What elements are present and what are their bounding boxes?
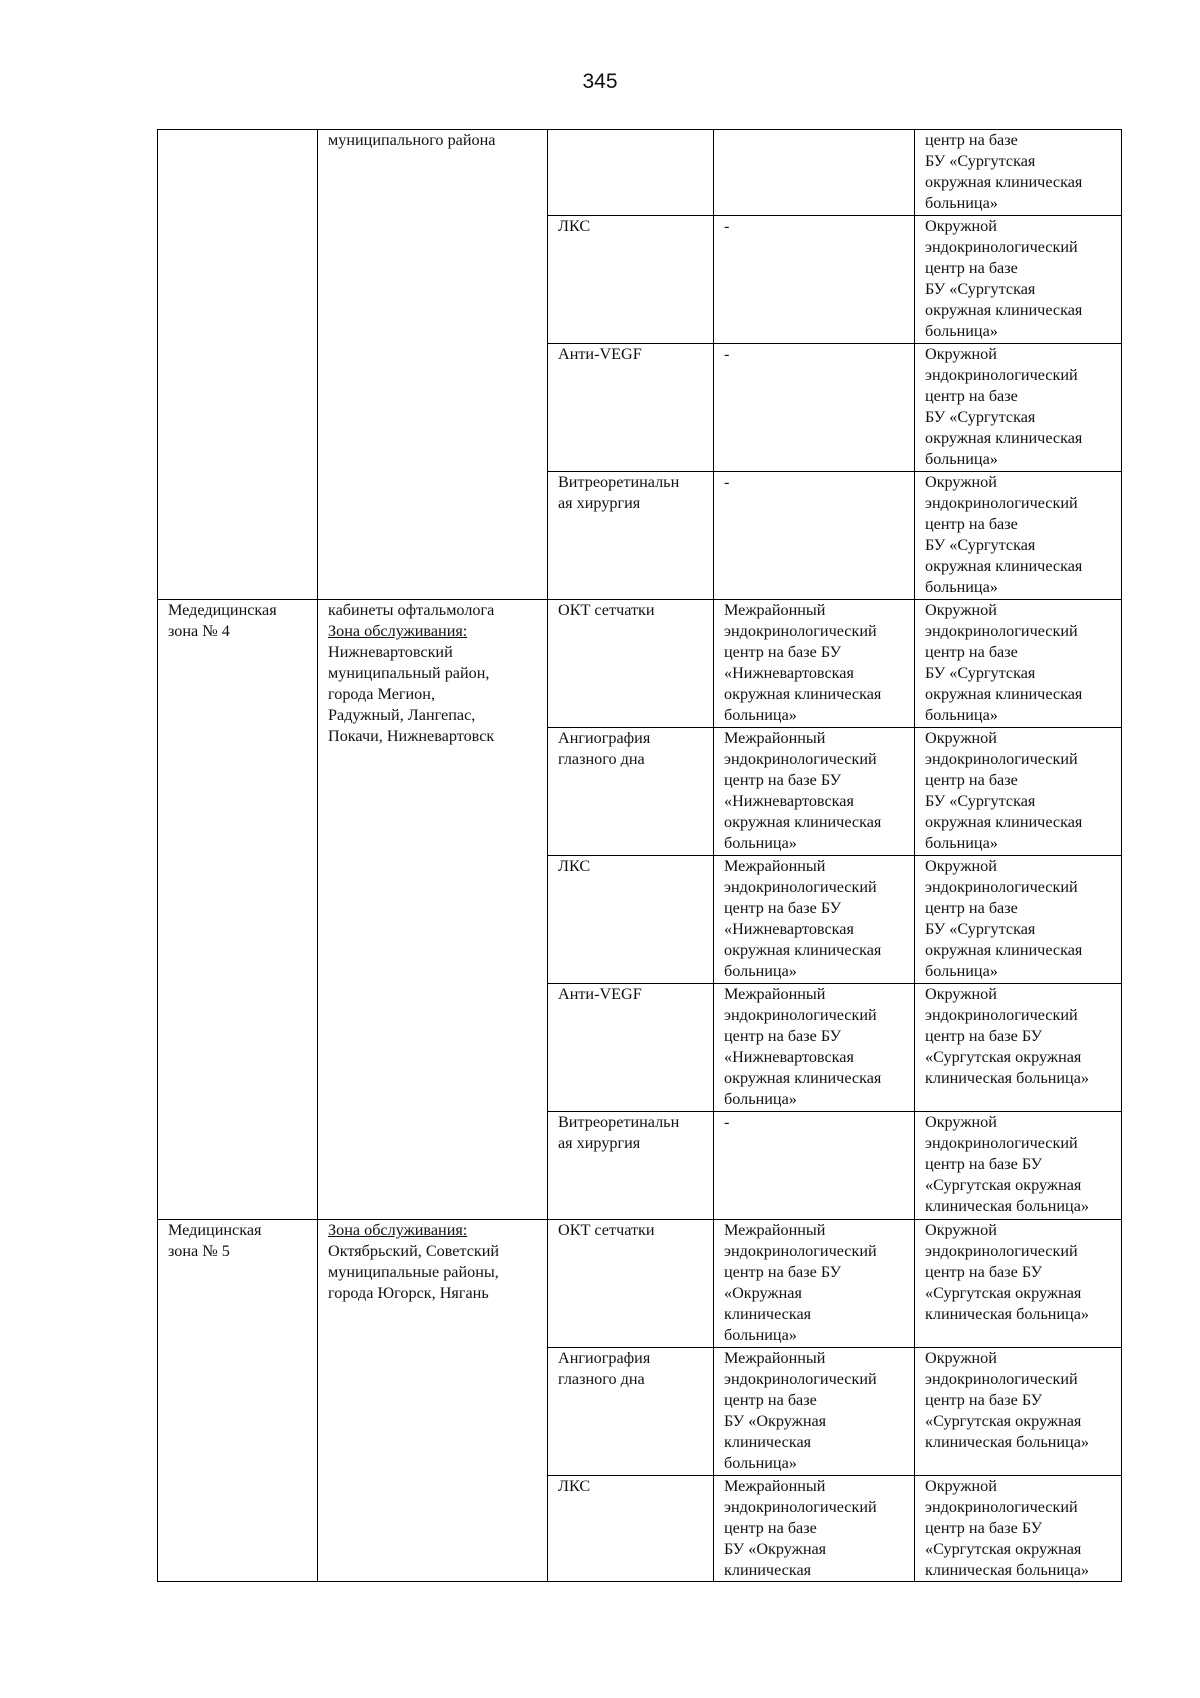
zone-cell bbox=[158, 130, 318, 600]
ophthalmology-zones-table bbox=[157, 129, 1122, 1582]
okr-line: эндокринологический bbox=[925, 878, 1078, 896]
area-line: муниципальный район, bbox=[328, 664, 490, 682]
district-center-cell bbox=[915, 1348, 1122, 1476]
okr-text bbox=[925, 130, 1117, 214]
okr-line: БУ «Сургутская bbox=[925, 920, 1036, 938]
area-line: Зона обслуживания: bbox=[328, 622, 468, 640]
inter-line: больница» bbox=[724, 834, 797, 852]
inter-line: центр на базе БУ bbox=[724, 1027, 842, 1045]
okr-line: БУ «Сургутская bbox=[925, 152, 1036, 170]
okr-text bbox=[925, 1220, 1117, 1325]
area-line: города Югорск, Нягань bbox=[328, 1284, 489, 1302]
method-cell bbox=[548, 1220, 714, 1348]
inter-line: окружная клиническая bbox=[724, 1069, 882, 1087]
okr-line: окружная клиническая bbox=[925, 557, 1083, 575]
okr-text bbox=[925, 984, 1117, 1089]
okr-line: Окружной bbox=[925, 985, 997, 1003]
inter-line: «Нижневартовская bbox=[724, 1048, 854, 1066]
method-cell bbox=[548, 216, 714, 344]
okr-line: центр на базе БУ bbox=[925, 1519, 1043, 1537]
interdistrict-center-cell bbox=[714, 600, 915, 728]
service-area-cell bbox=[318, 600, 548, 1220]
inter-line: эндокринологический bbox=[724, 1370, 877, 1388]
okr-line: клиническая больница» bbox=[925, 1561, 1089, 1579]
area-line: города Мегион, bbox=[328, 685, 435, 703]
inter-line: клиническая bbox=[724, 1305, 812, 1323]
method-text bbox=[558, 1220, 709, 1241]
okr-line: Окружной bbox=[925, 601, 997, 619]
method-line: ЛКС bbox=[558, 857, 591, 875]
okr-line: эндокринологический bbox=[925, 1134, 1078, 1152]
okr-line: Окружной bbox=[925, 1477, 997, 1495]
okr-line: Окружной bbox=[925, 857, 997, 875]
service-area-cell bbox=[318, 1220, 548, 1582]
interdistrict-center-cell bbox=[714, 1348, 915, 1476]
method-line: Анти-VEGF bbox=[558, 985, 642, 1003]
area-line: Нижневартовский bbox=[328, 643, 453, 661]
method-line: Витреоретинальн bbox=[558, 473, 680, 491]
district-center-cell bbox=[915, 856, 1122, 984]
okr-line: центр на базе БУ bbox=[925, 1391, 1043, 1409]
inter-line: центр на базе БУ bbox=[724, 1263, 842, 1281]
okr-line: центр на базе БУ bbox=[925, 1155, 1043, 1173]
okr-line: центр на базе bbox=[925, 387, 1018, 405]
inter-line: «Окружная bbox=[724, 1284, 802, 1302]
method-line: ЛКС bbox=[558, 217, 591, 235]
interdistrict-center-cell bbox=[714, 472, 915, 600]
okr-line: Окружной bbox=[925, 217, 997, 235]
area-line: муниципальные районы, bbox=[328, 1263, 499, 1281]
okr-text bbox=[925, 1476, 1117, 1581]
method-line: глазного дна bbox=[558, 1370, 645, 1388]
method-text bbox=[558, 984, 709, 1005]
inter-line: Межрайонный bbox=[724, 857, 826, 875]
okr-line: «Сургутская окружная bbox=[925, 1284, 1082, 1302]
inter-line: - bbox=[724, 345, 730, 363]
okr-text bbox=[925, 600, 1117, 726]
method-line: Ангиография bbox=[558, 729, 651, 747]
interdistrict-center-cell bbox=[714, 1476, 915, 1582]
inter-line: эндокринологический bbox=[724, 622, 877, 640]
inter-line: эндокринологический bbox=[724, 878, 877, 896]
inter-line: окружная клиническая bbox=[724, 941, 882, 959]
inter-text bbox=[724, 1220, 910, 1346]
okr-text bbox=[925, 472, 1117, 598]
inter-line: больница» bbox=[724, 706, 797, 724]
okr-line: клиническая больница» bbox=[925, 1305, 1089, 1323]
table-row bbox=[158, 130, 1122, 216]
method-text bbox=[558, 728, 709, 770]
okr-line: эндокринологический bbox=[925, 366, 1078, 384]
method-text bbox=[558, 216, 709, 237]
district-center-cell bbox=[915, 1220, 1122, 1348]
okr-line: центр на базе bbox=[925, 515, 1018, 533]
zone-line: зона № 5 bbox=[168, 1242, 230, 1260]
okr-text bbox=[925, 1112, 1117, 1217]
area-text bbox=[328, 130, 543, 151]
okr-line: окружная клиническая bbox=[925, 429, 1083, 447]
interdistrict-center-cell bbox=[714, 1220, 915, 1348]
method-text bbox=[558, 600, 709, 621]
district-center-cell bbox=[915, 600, 1122, 728]
district-center-cell bbox=[915, 728, 1122, 856]
inter-line: центр на базе БУ bbox=[724, 899, 842, 917]
method-line: ая хирургия bbox=[558, 494, 641, 512]
method-cell bbox=[548, 728, 714, 856]
method-cell bbox=[548, 472, 714, 600]
inter-line: центр на базе БУ bbox=[724, 771, 842, 789]
okr-line: окружная клиническая bbox=[925, 941, 1083, 959]
method-line: ЛКС bbox=[558, 1477, 591, 1495]
okr-line: больница» bbox=[925, 706, 998, 724]
area-line: кабинеты офтальмолога bbox=[328, 601, 495, 619]
inter-line: «Нижневартовская bbox=[724, 920, 854, 938]
method-text bbox=[558, 472, 709, 514]
okr-text bbox=[925, 856, 1117, 982]
okr-line: эндокринологический bbox=[925, 494, 1078, 512]
inter-text bbox=[724, 728, 910, 854]
okr-line: окружная клиническая bbox=[925, 813, 1083, 831]
service-area-cell bbox=[318, 130, 548, 600]
method-text bbox=[558, 344, 709, 365]
district-center-cell bbox=[915, 1112, 1122, 1220]
district-center-cell bbox=[915, 344, 1122, 472]
method-cell bbox=[548, 1348, 714, 1476]
okr-line: БУ «Сургутская bbox=[925, 664, 1036, 682]
method-cell bbox=[548, 856, 714, 984]
method-text bbox=[558, 1112, 709, 1154]
okr-line: БУ «Сургутская bbox=[925, 792, 1036, 810]
okr-line: эндокринологический bbox=[925, 750, 1078, 768]
zone-text bbox=[168, 600, 313, 642]
zone-line: зона № 4 bbox=[168, 622, 230, 640]
okr-line: клиническая больница» bbox=[925, 1069, 1089, 1087]
method-line: глазного дна bbox=[558, 750, 645, 768]
inter-line: клиническая bbox=[724, 1433, 812, 1451]
inter-line: - bbox=[724, 1113, 730, 1131]
inter-line: эндокринологический bbox=[724, 1242, 877, 1260]
zone-cell bbox=[158, 1220, 318, 1582]
okr-line: окружная клиническая bbox=[925, 173, 1083, 191]
inter-text bbox=[724, 600, 910, 726]
okr-line: эндокринологический bbox=[925, 1006, 1078, 1024]
okr-line: окружная клиническая bbox=[925, 685, 1083, 703]
interdistrict-center-cell bbox=[714, 130, 915, 216]
district-center-cell bbox=[915, 472, 1122, 600]
district-center-cell bbox=[915, 130, 1122, 216]
okr-line: центр на базе bbox=[925, 131, 1018, 149]
inter-line: Межрайонный bbox=[724, 985, 826, 1003]
okr-line: больница» bbox=[925, 834, 998, 852]
inter-line: Межрайонный bbox=[724, 1477, 826, 1495]
okr-line: эндокринологический bbox=[925, 622, 1078, 640]
okr-line: эндокринологический bbox=[925, 1370, 1078, 1388]
area-line: Октябрьский, Советский bbox=[328, 1242, 500, 1260]
okr-line: Окружной bbox=[925, 1113, 997, 1131]
okr-line: эндокринологический bbox=[925, 1242, 1078, 1260]
okr-line: БУ «Сургутская bbox=[925, 280, 1036, 298]
inter-text bbox=[724, 984, 910, 1110]
inter-line: центр на базе БУ bbox=[724, 643, 842, 661]
method-cell bbox=[548, 1112, 714, 1220]
okr-line: эндокринологический bbox=[925, 238, 1078, 256]
inter-line: БУ «Окружная bbox=[724, 1540, 827, 1558]
area-line: Зона обслуживания: bbox=[328, 1221, 468, 1239]
inter-text bbox=[724, 216, 910, 237]
method-line: ая хирургия bbox=[558, 1134, 641, 1152]
method-text bbox=[558, 1476, 709, 1497]
inter-line: Межрайонный bbox=[724, 729, 826, 747]
zone-text bbox=[168, 1220, 313, 1262]
table-row bbox=[158, 1220, 1122, 1348]
inter-line: БУ «Окружная bbox=[724, 1412, 827, 1430]
okr-line: больница» bbox=[925, 194, 998, 212]
okr-line: больница» bbox=[925, 322, 998, 340]
inter-line: окружная клиническая bbox=[724, 685, 882, 703]
inter-line: Межрайонный bbox=[724, 1221, 826, 1239]
interdistrict-center-cell bbox=[714, 216, 915, 344]
table-row bbox=[158, 600, 1122, 728]
method-line: Витреоретинальн bbox=[558, 1113, 680, 1131]
method-cell bbox=[548, 600, 714, 728]
inter-line: центр на базе bbox=[724, 1519, 817, 1537]
inter-text bbox=[724, 344, 910, 365]
method-line: Анти-VEGF bbox=[558, 345, 642, 363]
method-text bbox=[558, 856, 709, 877]
area-text bbox=[328, 1220, 543, 1304]
okr-line: эндокринологический bbox=[925, 1498, 1078, 1516]
okr-line: больница» bbox=[925, 578, 998, 596]
method-cell bbox=[548, 130, 714, 216]
method-cell bbox=[548, 1476, 714, 1582]
okr-line: БУ «Сургутская bbox=[925, 536, 1036, 554]
okr-text bbox=[925, 216, 1117, 342]
okr-text bbox=[925, 344, 1117, 470]
interdistrict-center-cell bbox=[714, 984, 915, 1112]
inter-line: больница» bbox=[724, 1454, 797, 1472]
method-cell bbox=[548, 344, 714, 472]
interdistrict-center-cell bbox=[714, 1112, 915, 1220]
okr-line: центр на базе БУ bbox=[925, 1027, 1043, 1045]
area-line: Радужный, Лангепас, bbox=[328, 706, 476, 724]
inter-line: эндокринологический bbox=[724, 1006, 877, 1024]
district-center-cell bbox=[915, 216, 1122, 344]
district-center-cell bbox=[915, 1476, 1122, 1582]
okr-line: Окружной bbox=[925, 729, 997, 747]
page-number: 345 bbox=[582, 70, 618, 93]
area-line: Покачи, Нижневартовск bbox=[328, 727, 495, 745]
area-text bbox=[328, 600, 543, 747]
okr-line: клиническая больница» bbox=[925, 1433, 1089, 1451]
okr-line: «Сургутская окружная bbox=[925, 1412, 1082, 1430]
okr-line: больница» bbox=[925, 450, 998, 468]
inter-line: - bbox=[724, 473, 730, 491]
inter-text bbox=[724, 1112, 910, 1133]
method-cell bbox=[548, 984, 714, 1112]
okr-line: БУ «Сургутская bbox=[925, 408, 1036, 426]
inter-line: больница» bbox=[724, 962, 797, 980]
method-text bbox=[558, 1348, 709, 1390]
okr-line: центр на базе bbox=[925, 643, 1018, 661]
okr-line: центр на базе bbox=[925, 771, 1018, 789]
okr-line: «Сургутская окружная bbox=[925, 1540, 1082, 1558]
inter-line: «Нижневартовская bbox=[724, 664, 854, 682]
interdistrict-center-cell bbox=[714, 856, 915, 984]
inter-line: окружная клиническая bbox=[724, 813, 882, 831]
okr-line: Окружной bbox=[925, 345, 997, 363]
inter-text bbox=[724, 1348, 910, 1474]
inter-text bbox=[724, 472, 910, 493]
okr-line: больница» bbox=[925, 962, 998, 980]
okr-line: клиническая больница» bbox=[925, 1197, 1089, 1215]
inter-line: - bbox=[724, 217, 730, 235]
okr-line: центр на базе bbox=[925, 899, 1018, 917]
inter-line: «Нижневартовская bbox=[724, 792, 854, 810]
district-center-cell bbox=[915, 984, 1122, 1112]
okr-line: Окружной bbox=[925, 1349, 997, 1367]
okr-line: Окружной bbox=[925, 473, 997, 491]
okr-text bbox=[925, 728, 1117, 854]
interdistrict-center-cell bbox=[714, 344, 915, 472]
table-body bbox=[158, 130, 1122, 1582]
interdistrict-center-cell bbox=[714, 728, 915, 856]
okr-line: Окружной bbox=[925, 1221, 997, 1239]
okr-line: центр на базе БУ bbox=[925, 1263, 1043, 1281]
inter-line: центр на базе bbox=[724, 1391, 817, 1409]
inter-line: больница» bbox=[724, 1326, 797, 1344]
method-line: ОКТ сетчатки bbox=[558, 601, 655, 619]
okr-line: центр на базе bbox=[925, 259, 1018, 277]
okr-line: «Сургутская окружная bbox=[925, 1048, 1082, 1066]
inter-line: больница» bbox=[724, 1090, 797, 1108]
inter-line: эндокринологический bbox=[724, 750, 877, 768]
okr-line: окружная клиническая bbox=[925, 301, 1083, 319]
zone-cell bbox=[158, 600, 318, 1220]
inter-line: Межрайонный bbox=[724, 1349, 826, 1367]
okr-line: «Сургутская окружная bbox=[925, 1176, 1082, 1194]
inter-line: эндокринологический bbox=[724, 1498, 877, 1516]
inter-line: Межрайонный bbox=[724, 601, 826, 619]
inter-text bbox=[724, 856, 910, 982]
inter-text bbox=[724, 1476, 910, 1581]
okr-text bbox=[925, 1348, 1117, 1453]
zone-line: Медедицинская bbox=[168, 601, 277, 619]
zone-line: Медицинская bbox=[168, 1221, 262, 1239]
method-line: ОКТ сетчатки bbox=[558, 1221, 655, 1239]
method-line: Ангиография bbox=[558, 1349, 651, 1367]
inter-line: клиническая bbox=[724, 1561, 812, 1579]
area-line: муниципального района bbox=[328, 131, 496, 149]
